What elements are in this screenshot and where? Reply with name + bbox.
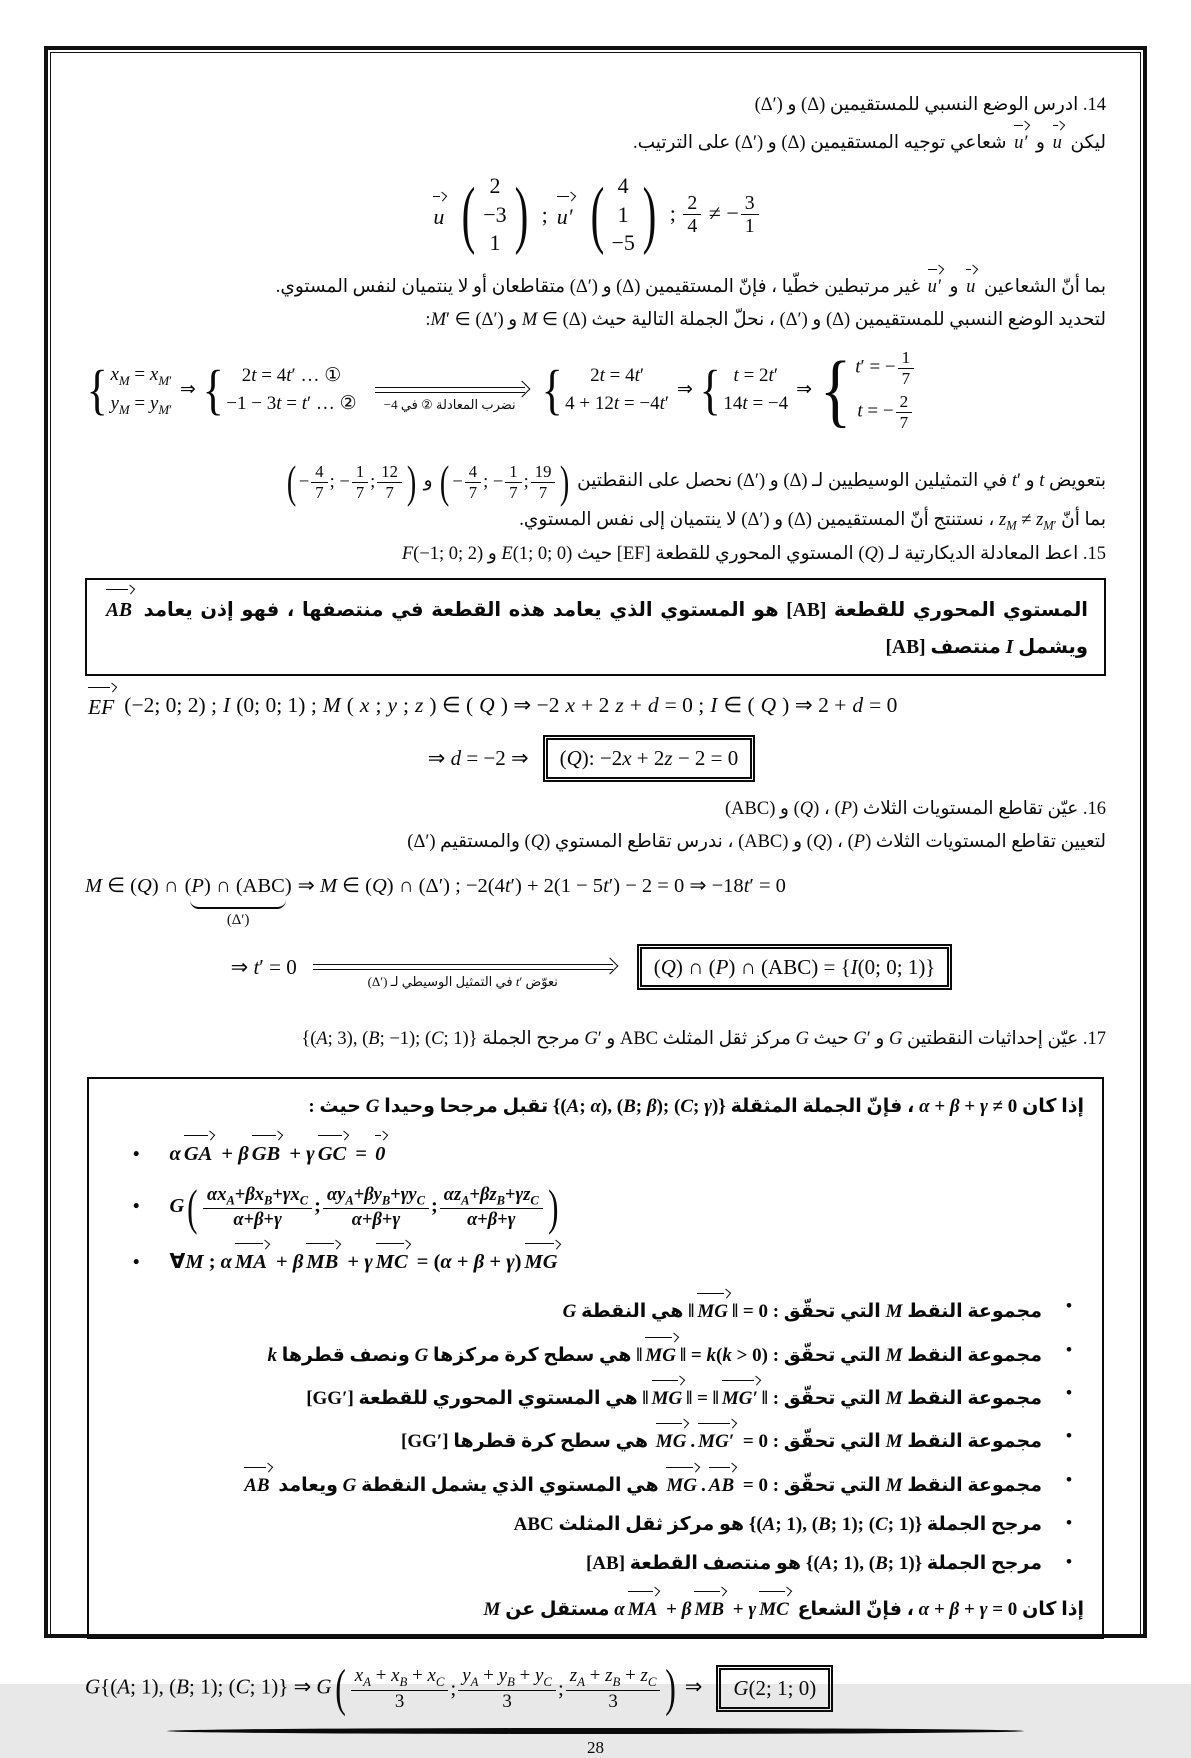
barycenter-box-footer: إذا كان α + β + γ = 0 ، فإنّ الشعاع α MA + β MB + γ MC مستقل عن M: [107, 1590, 1084, 1625]
underbrace-group: (P) ∩ (ABC) (Δ′): [184, 874, 292, 928]
item14-intro: ليكن u و u′ شعاعي توجيه المستقيمين (Δ) و (Δ′) على الترتيب.: [85, 124, 1106, 159]
item17-barycenter-box: [87, 1077, 1104, 1639]
double-arrow-icon: [375, 387, 525, 393]
item14-vector-equation: [85, 172, 1106, 258]
work-prefix: M ∈ (Q) ∩: [85, 874, 179, 897]
item14-system-intro: لتحديد الوضع النسبي للمستقيمين (Δ) و (Δ′) ، نحلّ الجملة التالية حيث M ∈ (Δ) و M′ ∈ (Δ′):: [425, 310, 1106, 331]
vector-uprime-symbol: u′: [554, 195, 577, 235]
page-number: 28: [587, 1738, 604, 1758]
locus-rule-4: • مجموعة النقط M التي تحقّق : MG . MG′ = 0 هي سطح كرة قطرها [GG′]: [107, 1422, 1072, 1457]
page-inner-frame: [50, 52, 1141, 1758]
vector-u-column: ( 2 −3 1 ): [456, 172, 533, 258]
item15-result-line: [85, 735, 1106, 782]
implies-arrow: ⇒: [179, 379, 196, 401]
final-derivation: G{(A; 1), (B; 1); (C; 1)} ⇒ G ( $\frac{x_A + x_B + x_C}{3}$ ; $\frac{y_A + y_B + y_C}{3}$ ; $\frac{z_A + z_B + z_C}{3}$ ) ⇒: [85, 1665, 702, 1712]
item16-answer-box: (Q) ∩ (P) ∩ (ABC) = {I(0; 0; 1)}: [637, 944, 953, 991]
system-coordinates: { $x_M = x_{M'}$ $y_M = y_{M'}$: [88, 361, 172, 419]
item16-result-line: [85, 944, 1106, 991]
page-border-frame: [44, 46, 1147, 1758]
item17-answer-box: G(2; 1; 0): [716, 1665, 833, 1712]
item15-answer-box: (Q): −2x + 2z − 2 = 0: [543, 735, 756, 782]
item16-plan: لتعيين تقاطع المستويات الثلاث (P) ، (Q) و (ABC) ، ندرس تقاطع المستوي (Q) والمستقيم (Δ′): [407, 832, 1106, 853]
item15-method-note-box: المستوي المحوري للقطعة [AB] هو المستوي الذي يعامد هذه القطعة في منتصفها ، فهو إذن يعامد AB ويشمل I منتصف [AB]: [85, 578, 1106, 676]
labeled-arrow-multiply: [375, 387, 525, 413]
locus-rule-2: • مجموعة النقط M التي تحقّق : ‖ MG ‖ = k(k > 0) هي سطح كرة مركزها G ونصف قطرها k: [107, 1336, 1072, 1371]
system-solution: { t′ = − $\frac{1}{7}$ t = − $\frac{2}{7}$: [820, 348, 916, 433]
item14-title: 14. ادرس الوضع النسبي للمستقيمين (Δ) و (Δ′): [754, 95, 1106, 115]
arrow-annotation: نعوّض t′ في التمثيل الوسيطي لـ (Δ′): [367, 974, 558, 990]
page-footer: [85, 1718, 1106, 1758]
result-prefix: ⇒ t′ = 0: [230, 954, 297, 979]
barycenter-property-2: • G ( $\frac{\alpha x_A+\beta x_B+\gamma x_C}{\alpha+\beta+\gamma}$ ; $\frac{\alpha y_A+\beta y_B+\gamma y_C}{\alpha+\beta+\gamma}$ ; $\frac{\alpha z_A+\beta z_B+\gamma z_C}{\alpha+\beta+\gamma}$ ): [133, 1184, 1084, 1230]
barycenter-rule-7: • مرجح الجملة {(A; 1), (B; 1)} هو منتصف القطعة [AB]: [107, 1548, 1072, 1579]
item17-final-line: [85, 1665, 1106, 1712]
system-equations: { 2t = 4t′ … ① −1 − 3t = t′ … ②: [204, 362, 357, 419]
item14-system-derivation: [85, 348, 1106, 433]
vector-uprime-column: ( 4 1 −5 ): [585, 172, 662, 258]
item17-title: 17. عيّن إحداثيات النقطتين G و G′ حيث G مركز ثقل المثلث ABC و G′ مرجح الجملة {(A; 3), (B; −1); (C; 1)}: [301, 1029, 1106, 1050]
work-suffix: ⇒ M ∈ (Q) ∩ (Δ′) ; −2(4t′) + 2(1 − 5t′) − 2 = 0 ⇒ −18t′ = 0: [297, 874, 786, 897]
barycenter-rule-6: • مرجح الجملة {(A; 1), (B; 1); (C; 1)} هو مركز ثقل المثلث ABC: [107, 1509, 1072, 1540]
item16-intersection-derivation: [85, 870, 1106, 928]
item14-conclusion: بما أنّ $z_M \ne z_{M'}$ ، نستنتج أنّ المستقيمين (Δ) و (Δ′) لا ينتميان إلى نفس المستوي.: [519, 509, 1106, 533]
item16-title: 16. عيّن تقاطع المستويات الثلاث (P) ، (Q) و (ABC): [725, 798, 1106, 819]
locus-rule-5: • مجموعة النقط M التي تحقّق : MG . AB = 0 هي المستوي الذي يشمل النقطة G ويعامد AB: [107, 1466, 1072, 1501]
system-reduced: { t = 2t′ 14t = −4: [701, 362, 788, 419]
result-prefix: ⇒ d = −2 ⇒: [427, 746, 529, 771]
locus-rule-1: • مجموعة النقط M التي تحقّق : ‖ MG ‖ = 0 هي النقطة G: [107, 1292, 1072, 1327]
implies-arrow: ⇒: [796, 379, 813, 401]
separator: ;: [541, 201, 548, 227]
footer-divider: [167, 1728, 1025, 1734]
double-arrow-icon: [313, 964, 613, 970]
item14-collinearity-note: بما أنّ الشعاعين u و u′ غير مرتبطين خطّيا ، فإنّ المستقيمين (Δ) و (Δ′) متقاطعان أو لا ينتميان لنفس المستوي.: [85, 268, 1106, 303]
item15-title: 15. اعط المعادلة الديكارتية لـ (Q) المستوي المحوري للقطعة [EF] حيث E(1; 0; 0) و F(−1; 0; 2): [401, 544, 1106, 565]
barycenter-property-3: • ∀M ; α MA + β MB + γ MC = (α + β + γ) MG: [133, 1242, 1084, 1280]
barycenter-property-1: • α GA + β GB + γ GC = 0: [133, 1134, 1084, 1172]
item14-substitution: بتعويض t و t′ في التمثيلين الوسيطيين لـ (Δ) و (Δ′) نحصل على النقطتين ( − $\frac{4}{7}$ ; − $\frac{1}{7}$ ; $\frac{19}{7}$ ) و ( − $\frac{4}{7}$ ; − $\frac{1}{7}$ ; $\frac{12}{7}$ ): [85, 462, 1106, 501]
page-content: [85, 87, 1106, 1718]
vector-u-symbol: u: [430, 195, 448, 235]
item15-derivation: EF (−2; 0; 2) ; I (0; 0; 1) ; M ( x ; y ; z ) ∈ ( Q ) ⇒ −2 x + 2 z + d = 0 ; I ∈ ( Q ) ⇒ 2 + d = 0: [85, 686, 1106, 725]
barycenter-box-header: إذا كان α + β + γ ≠ 0 ، فإنّ الجملة المثقلة {(A; α), (B; β); (C; γ)} تقبل مرجحا وحيدا G حيث :: [308, 1095, 1084, 1117]
ratio-inequality: ; $\frac{2}{4}$ ≠ − $\frac{3}{1}$: [670, 192, 761, 239]
system-scaled: { 2t = 4t′ 4 + 12t = −4t′: [543, 362, 669, 419]
implies-arrow: ⇒: [677, 379, 693, 401]
labeled-arrow-substitute: [313, 964, 613, 990]
arrow-annotation: نضرب المعادلة ② في −4: [383, 397, 516, 413]
locus-rule-3: • مجموعة النقط M التي تحقّق : ‖ MG ‖ = ‖ MG′ ‖ هي المستوي المحوري للقطعة [GG′]: [107, 1379, 1072, 1414]
